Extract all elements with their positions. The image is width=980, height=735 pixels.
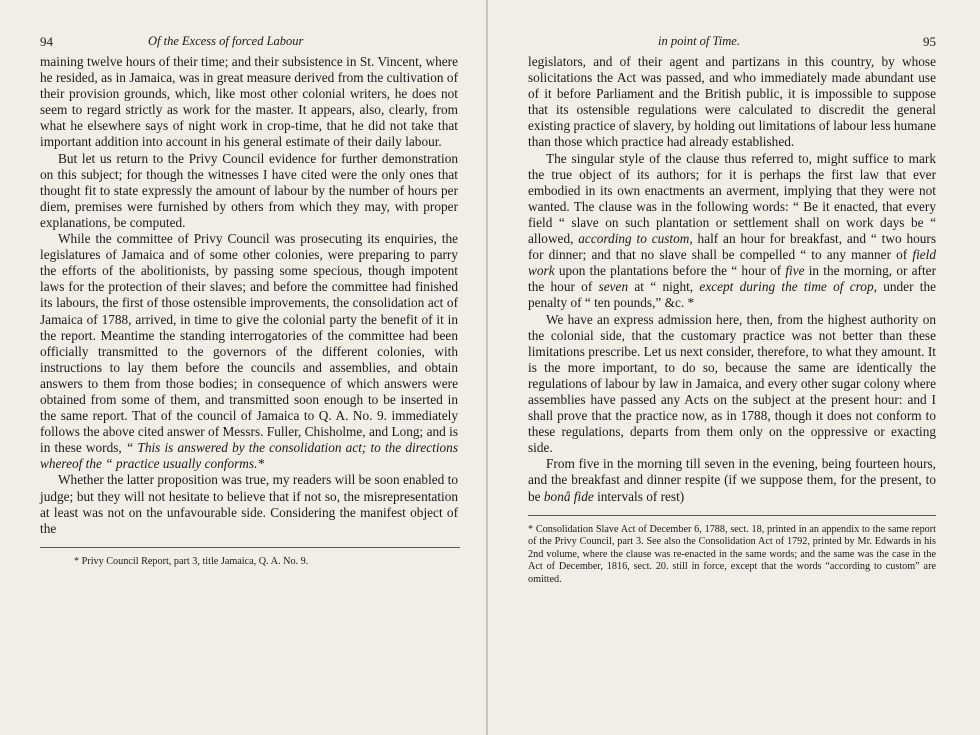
clause-part-6: under the penalty of “ ten pounds,” &c. * <box>528 279 937 311</box>
right-running-head <box>528 34 936 54</box>
right-paragraph-4-a: From five in the morning till seven in the evening, being fourteen hours, and the breakfast and dinner respite (if we suppose them, for the present, to be <box>528 456 936 504</box>
left-running-title: Of the Excess of forced Labour <box>148 34 304 48</box>
clause-seven: seven <box>598 279 629 295</box>
left-footnote-rule <box>40 547 460 548</box>
left-paragraph-3 <box>40 231 458 472</box>
left-page <box>0 0 486 735</box>
left-paragraph-4: Whether the latter proposition was true, my readers will be soon enabled to judge; but they will not hesitate to believe that if not so, the misrepresentation at least was not on the unfavourable side. Considering the manifest object of the <box>40 472 458 536</box>
right-body <box>528 54 936 505</box>
right-paragraph-3: We have an express admission here, then, from the highest authority on the colonial side, that the customary practice was not better than these limitations prescribe. Let us next consider, therefore, to what they amount. It is the more important, to do so, because the same are identically the regulations of labour by law in Jamaica, and every other sugar colony where assemblies have passed any Acts on the subject at the present hour: and I shall prove that the practice now, as in 1788, though it does not conform to these regulations, departs from them only on the oppressive or exacting side. <box>528 311 936 456</box>
clause-five: five <box>785 263 805 279</box>
right-footnote: * Consolidation Slave Act of December 6, 1788, sect. 18, printed in an appendix to the same report of the Privy Council, part 3. See also the Consolidation Act of 1792, printed by Mr. Edwards in his 2nd volume, where the clause was re-enacted in the same words; and the same was the case in the Act of December, 1816, sect. 20. still in force, except that the words “according to custom” are omitted. <box>528 523 936 585</box>
right-paragraph-1: legislators, and of their agent and partizans in this country, by whose solicitations the Act was passed, and who immediately made abundant use of it before Parliament and the British public, it is impossible to suppose that its ostensible regulations were calculated to discredit the general existing practice of slavery, by holding out limitations of labour less humane than those which practice had already established. <box>528 54 936 150</box>
right-paragraph-4 <box>528 456 936 504</box>
left-paragraph-2: But let us return to the Privy Council evidence for further demonstration on this subject; for though the witnesses I have cited were the only ones that thought fit to state expressly the amount of labour by the number of hours per diem, premises were furnished by others from which they may, with proper explanations, be computed. <box>40 150 458 230</box>
clause-according: according to custom, <box>578 231 693 247</box>
left-page-number: 94 <box>40 34 53 49</box>
clause-field-work: field work <box>528 247 937 279</box>
clause-part-5: at “ night, <box>634 279 694 295</box>
clause-part-3: upon the plantations before the “ hour of <box>558 263 782 279</box>
right-paragraph-4-b: intervals of rest) <box>597 488 685 504</box>
left-running-head <box>40 34 458 54</box>
left-body <box>40 54 458 537</box>
left-footnote: * Privy Council Report, part 3, title Jamaica, Q. A. No. 9. <box>74 555 309 567</box>
right-page <box>488 0 980 735</box>
right-page-number: 95 <box>923 34 936 49</box>
left-paragraph-3-text: While the committee of Privy Council was prosecuting its enquiries, the legislatures of Jamaica and of some other colonies, were preparing to parry the efforts of the abolitionists, by passing some specious, though impotent laws for the protection of their slaves; and before the committee had finished its labours, the first of those ostensible improvements, the consolidation act of Jamaica of 1788, arrived, in time to give the colonial party the benefit of it in the report. Meantime the standing interrogatories of the committee had been officially transmitted to the governors of the different colonies, with instructions to lay them before the councils and assemblies, and obtain answers to them from those bodies; in consequence of which answers were obtained from some of them, and transmitted soon enough to be inserted in the same report. That of the council of Jamaica to Q. A. No. 9. immediately follows the above cited answer of Messrs. Fuller, Chisholme, and Long; and is in these words, <box>40 231 458 456</box>
left-quote: “ This is answered by the consolidation act; to the directions whereof the “ practice usually conforms.* <box>40 440 459 472</box>
right-footnote-rule <box>528 515 936 516</box>
right-running-title: in point of Time. <box>658 34 740 48</box>
clause-part-4: in the morning, or after the hour of <box>528 263 936 295</box>
bona-fide: bonâ fide <box>543 488 594 504</box>
left-paragraph-1: maining twelve hours of their time; and their subsistence in St. Vincent, where he resided, as in Jamaica, was in great measure derived from the cultivation of their provision grounds, which, like most other colonial writers, he does not seem to regard strictly as work for the master. It appears, also, clearly, from what he elsewhere says of night work in crop-time, that he did not take that important addition into account in his general estimate of their daily labour. <box>40 54 458 150</box>
clause-crop: except during the time of crop, <box>699 279 877 295</box>
right-paragraph-2 <box>528 151 936 312</box>
clause-part-2: half an hour for breakfast, and “ two hours for dinner; and that no slave shall be compelled “ to any manner of <box>528 231 936 263</box>
clause-intro: The singular style of the clause thus referred to, might suffice to mark the true object of its authors; for it is perhaps the first law that ever embodied in its own enactments an averment, implying that they were not wanted. The clause was in the following words: “ Be it enacted, that every field “ slave on such plantation or settlement shall on work days be “ allowed, <box>528 150 936 247</box>
